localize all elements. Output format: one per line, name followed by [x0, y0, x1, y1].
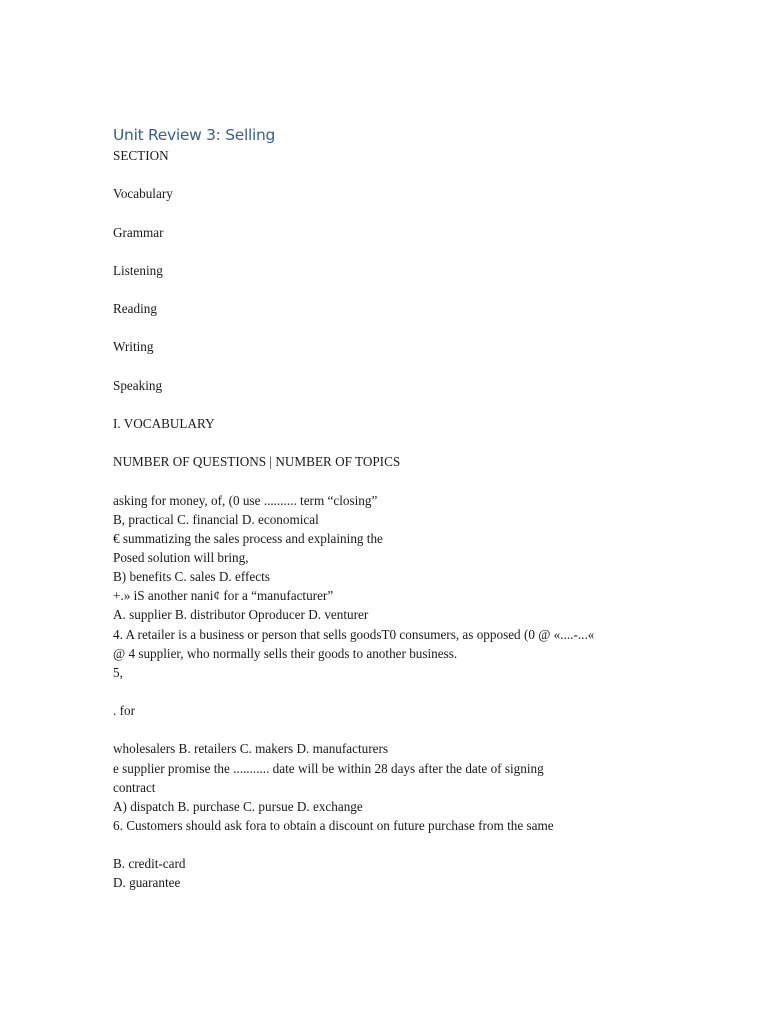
blank-line [113, 165, 713, 184]
blank-line [113, 471, 713, 490]
document-lines [113, 146, 713, 892]
text-line: . for [113, 703, 135, 719]
text-line: SECTION [113, 148, 169, 163]
blank-line [113, 242, 713, 261]
text-line: B, practical C. financial D. economical [113, 511, 319, 527]
text-line: e supplier promise the ........... date will be within 28 days after the date of signing [113, 760, 544, 776]
text-line: 5, [113, 664, 123, 680]
text-line: 6. Customers should ask fora to obtain a discount on future purchase from the same [113, 817, 554, 833]
text-line: Grammar [113, 224, 164, 240]
text-line: NUMBER OF QUESTIONS | NUMBER OF TOPICS [113, 454, 401, 470]
text-line: B. credit-card [113, 856, 186, 872]
blank-line [113, 203, 713, 222]
blank-line [113, 395, 713, 414]
text-line: A) dispatch B. purchase C. pursue D. exchange [113, 798, 363, 814]
text-line: +.» iS another nani¢ for a “manufacturer” [113, 588, 334, 604]
text-line: @ 4 supplier, who normally sells their goods to another business. [113, 645, 458, 661]
text-line: Reading [113, 301, 157, 317]
text-line: Writing [113, 339, 154, 355]
text-line: Vocabulary [113, 186, 173, 202]
text-line: 4. A retailer is a business or person that sells goodsT0 consumers, as opposed (0 @ «....-...« [113, 626, 595, 642]
document-title: Unit Review 3: Selling [113, 126, 276, 144]
text-line: asking for money, of, (0 use .......... term “closing” [113, 492, 378, 508]
text-line: Speaking [113, 377, 163, 393]
blank-line [113, 835, 713, 854]
text-line: wholesalers B. retailers C. makers D. manufacturers [113, 741, 389, 757]
blank-line [113, 682, 713, 701]
text-line: I. VOCABULARY [113, 415, 215, 431]
blank-line [113, 280, 713, 299]
document-body [113, 124, 713, 892]
text-line: € summatizing the sales process and explaining the [113, 530, 383, 546]
blank-line [113, 720, 713, 739]
text-line: B) benefits C. sales D. effects [113, 569, 270, 585]
blank-line [113, 433, 713, 452]
text-line: A. supplier B. distributor Oproducer D. venturer [113, 607, 369, 623]
text-line: Posed solution will bring, [113, 549, 249, 565]
text-line: contract [113, 779, 156, 795]
blank-line [113, 357, 713, 376]
text-line: D. guarantee [113, 875, 181, 891]
text-line: Listening [113, 262, 163, 278]
blank-line [113, 318, 713, 337]
